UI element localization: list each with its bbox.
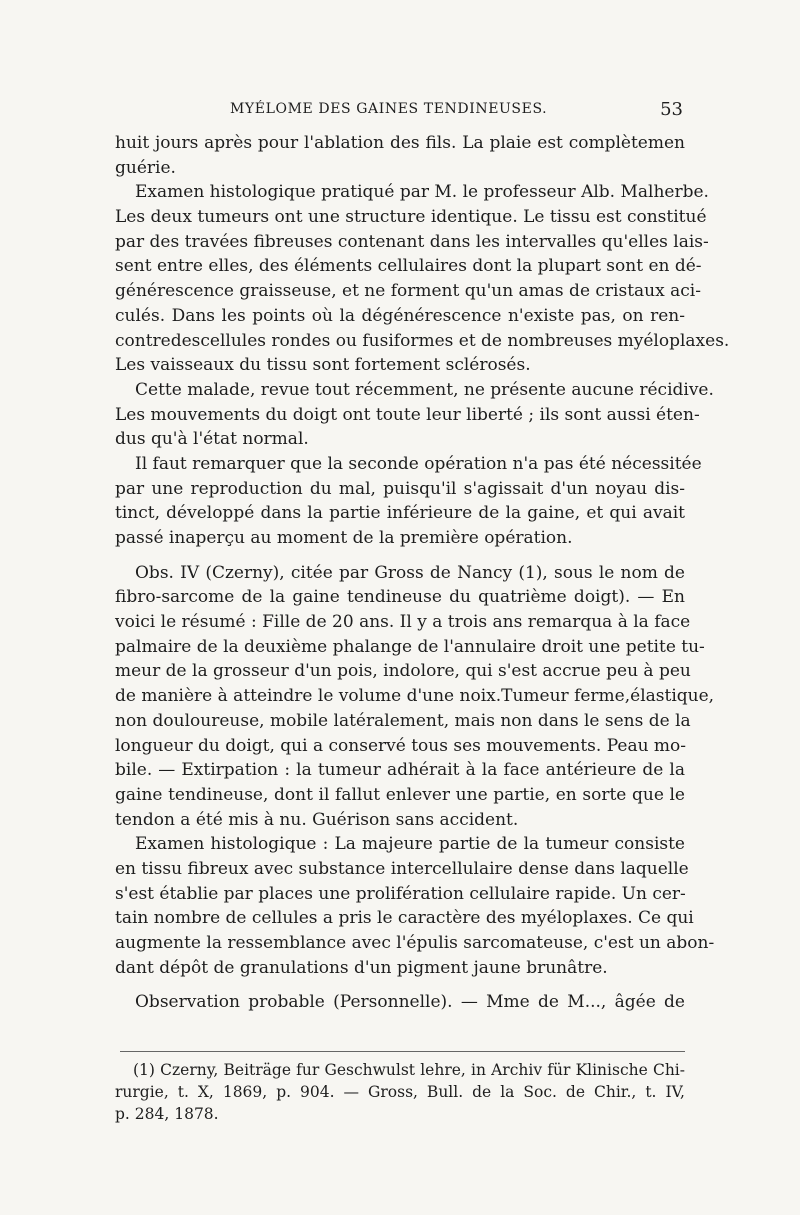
running-header — [115, 99, 685, 123]
text-line: Les vaisseaux du tissu sont fortement sclérosés. — [115, 355, 531, 376]
text-line: s'est établie par places une prolifération cellulaire rapide. Un cer- — [115, 883, 686, 904]
text-line: de manière à atteindre le volume d'une noix.Tumeur ferme,élastique, — [115, 686, 715, 707]
text-line: par une reproduction du mal, puisqu'il s'agissait d'un noyau dis- — [115, 478, 685, 499]
text-line: gaine tendineuse, dont il fallut enlever une partie, en sorte que le — [115, 784, 685, 805]
text-line: longueur du doigt, qui a conservé tous ses mouvements. Peau mo- — [115, 735, 687, 756]
footnote-line: (1) Czerny, Beiträge fur Geschwulst lehre, in Archiv für Klinische Chi- — [133, 1061, 685, 1079]
text-line: passé inaperçu au moment de la première opération. — [115, 528, 573, 548]
text-line: guérie. — [115, 157, 176, 178]
text-line: Les deux tumeurs ont une structure identique. Le tissu est constitué — [115, 207, 707, 228]
text-line: Les mouvements du doigt ont toute leur liberté ; ils sont aussi éten- — [115, 404, 700, 425]
text-line: palmaire de la deuxième phalange de l'annulaire droit une petite tu- — [115, 636, 705, 657]
text-line: dus qu'à l'état normal. — [115, 429, 309, 450]
text-line: meur de la grosseur d'un pois, indolore, qui s'est accrue peu à peu — [115, 661, 691, 682]
text-line: générescence graisseuse, et ne forment qu'un amas de cristaux aci- — [115, 281, 701, 302]
text-line: sent entre elles, des éléments cellulaires dont la plupart sont en dé- — [115, 256, 702, 277]
text-line: Examen histologique : La majeure partie de la tumeur consiste — [135, 834, 685, 855]
running-title: MYÉLOME DES GAINES TENDINEUSES. — [230, 101, 548, 117]
text-line: fibro-sarcome de la gaine tendineuse du quatrième doigt). — En — [115, 587, 685, 608]
text-line: huit jours après pour l'ablation des fils. La plaie est complètemen — [115, 133, 685, 153]
page-number: 53 — [660, 99, 683, 120]
text-line: dant dépôt de granulations d'un pigment jaune brunâtre. — [115, 957, 608, 978]
text-line: bile. — Extirpation : la tumeur adhérait à la face antérieure de la — [115, 760, 685, 781]
text-line: voici le résumé : Fille de 20 ans. Il y a trois ans remarqua à la face — [115, 612, 691, 633]
text-line: en tissu fibreux avec substance intercellulaire dense dans laquelle — [115, 858, 689, 879]
text-line: augmente la ressemblance avec l'épulis sarcomateuse, c'est un abon- — [115, 933, 715, 953]
text-line: contredescellules rondes ou fusiformes et de nombreuses myéloplaxes. — [115, 330, 730, 351]
footnote — [115, 1059, 685, 1125]
text-line: tain nombre de cellules a pris le caractère des myéloplaxes. Ce qui — [115, 908, 694, 929]
footnote-line: rurgie, t. X, 1869, p. 904. — Gross, Bull. de la Soc. de Chir., t. IV, — [115, 1083, 685, 1101]
text-line: tinct, développé dans la partie inférieure de la gaine, et qui avait — [115, 503, 685, 524]
text-line: par des travées fibreuses contenant dans les intervalles qu'elles lais- — [115, 231, 709, 252]
text-line: Examen histologique pratiqué par M. le professeur Alb. Malherbe. — [135, 182, 709, 203]
text-line: non douloureuse, mobile latéralement, mais non dans le sens de la — [115, 710, 691, 731]
text-line: Il faut remarquer que la seconde opération n'a pas été nécessitée — [135, 453, 702, 474]
body-text — [115, 131, 730, 1015]
text-line: Obs. IV (Czerny), citée par Gross de Nancy (1), sous le nom de — [135, 562, 685, 583]
footnote-line: p. 284, 1878. — [115, 1105, 219, 1123]
text-line: culés. Dans les points où la dégénérescence n'existe pas, on ren- — [115, 305, 685, 326]
text-line: Cette malade, revue tout récemment, ne présente aucune récidive. — [135, 379, 714, 400]
text-line: tendon a été mis à nu. Guérison sans accident. — [115, 809, 519, 830]
text-line: Observation probable (Personnelle). — Mme de M..., âgée de — [135, 992, 685, 1013]
footnote-rule — [120, 1051, 685, 1052]
